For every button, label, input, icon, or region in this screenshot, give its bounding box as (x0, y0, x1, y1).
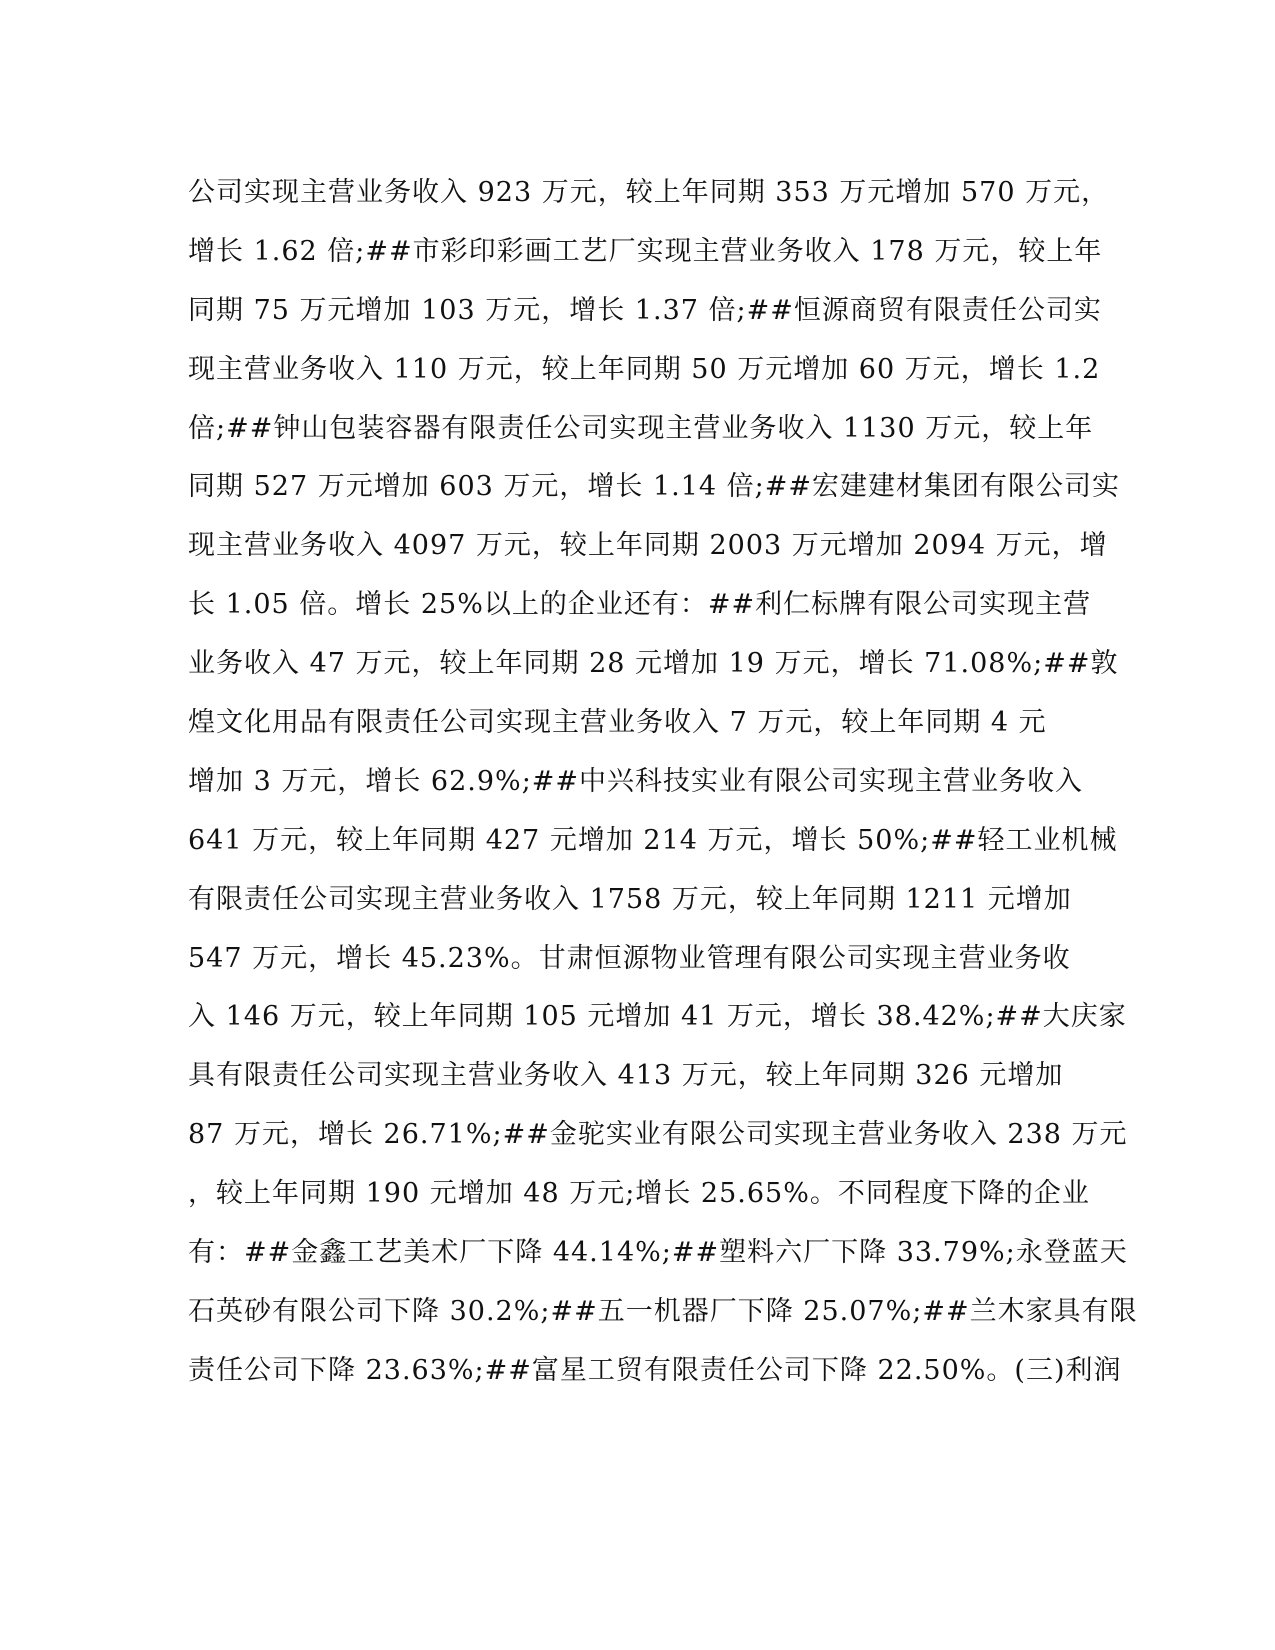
text-line: 有：##金鑫工艺美术厂下降 44.14%;##塑料六厂下降 33.79%;永登蓝天 (188, 1237, 1128, 1269)
text-line: 有限责任公司实现主营业务收入 1758 万元，较上年同期 1211 元增加 (188, 883, 1072, 915)
text-line: 同期 75 万元增加 103 万元，增长 1.37 倍;##恒源商贸有限责任公司实 (188, 294, 1102, 326)
text-line: 同期 527 万元增加 603 万元，增长 1.14 倍;##宏建建材集团有限公司实 (188, 471, 1121, 503)
text-line: 547 万元，增长 45.23%。甘肃恒源物业管理有限公司实现主营业务收 (188, 942, 1071, 974)
text-line: 责任公司下降 23.63%;##富星工贸有限责任公司下降 22.50%。(三)利润 (188, 1354, 1122, 1386)
text-line: 641 万元，较上年同期 427 元增加 214 万元，增长 50%;##轻工业机械 (188, 824, 1118, 856)
text-line: 增长 1.62 倍;##市彩印彩画工艺厂实现主营业务收入 178 万元，较上年 (188, 235, 1103, 267)
body-text (188, 164, 1138, 1401)
text-line: 现主营业务收入 4097 万元，较上年同期 2003 万元增加 2094 万元，增 (188, 530, 1108, 562)
text-line: 入 146 万元，较上年同期 105 元增加 41 万元，增长 38.42%;##大庆家 (188, 1001, 1127, 1033)
text-line: 公司实现主营业务收入 923 万元，较上年同期 353 万元增加 570 万元， (188, 177, 1110, 208)
text-line: 倍;##钟山包装容器有限责任公司实现主营业务收入 1130 万元，较上年 (188, 412, 1094, 444)
text-line: 长 1.05 倍。增长 25%以上的企业还有：##利仁标牌有限公司实现主营 (188, 589, 1092, 621)
text-line: 87 万元，增长 26.71%;##金驼实业有限公司实现主营业务收入 238 万元 (188, 1119, 1128, 1151)
text-line: 增加 3 万元，增长 62.9%;##中兴科技实业有限公司实现主营业务收入 (188, 765, 1084, 797)
text-line: ，较上年同期 190 元增加 48 万元;增长 25.65%。不同程度下降的企业 (188, 1178, 1090, 1210)
text-line: 煌文化用品有限责任公司实现主营业务收入 7 万元，较上年同期 4 元 (188, 707, 1047, 739)
text-line: 具有限责任公司实现主营业务收入 413 万元，较上年同期 326 元增加 (188, 1060, 1064, 1092)
text-line: 石英砂有限公司下降 30.2%;##五一机器厂下降 25.07%;##兰木家具有限 (188, 1295, 1138, 1327)
text-line: 业务收入 47 万元，较上年同期 28 元增加 19 万元，增长 71.08%;##敦 (188, 648, 1119, 680)
text-line: 现主营业务收入 110 万元，较上年同期 50 万元增加 60 万元，增长 1.2 (188, 353, 1101, 385)
